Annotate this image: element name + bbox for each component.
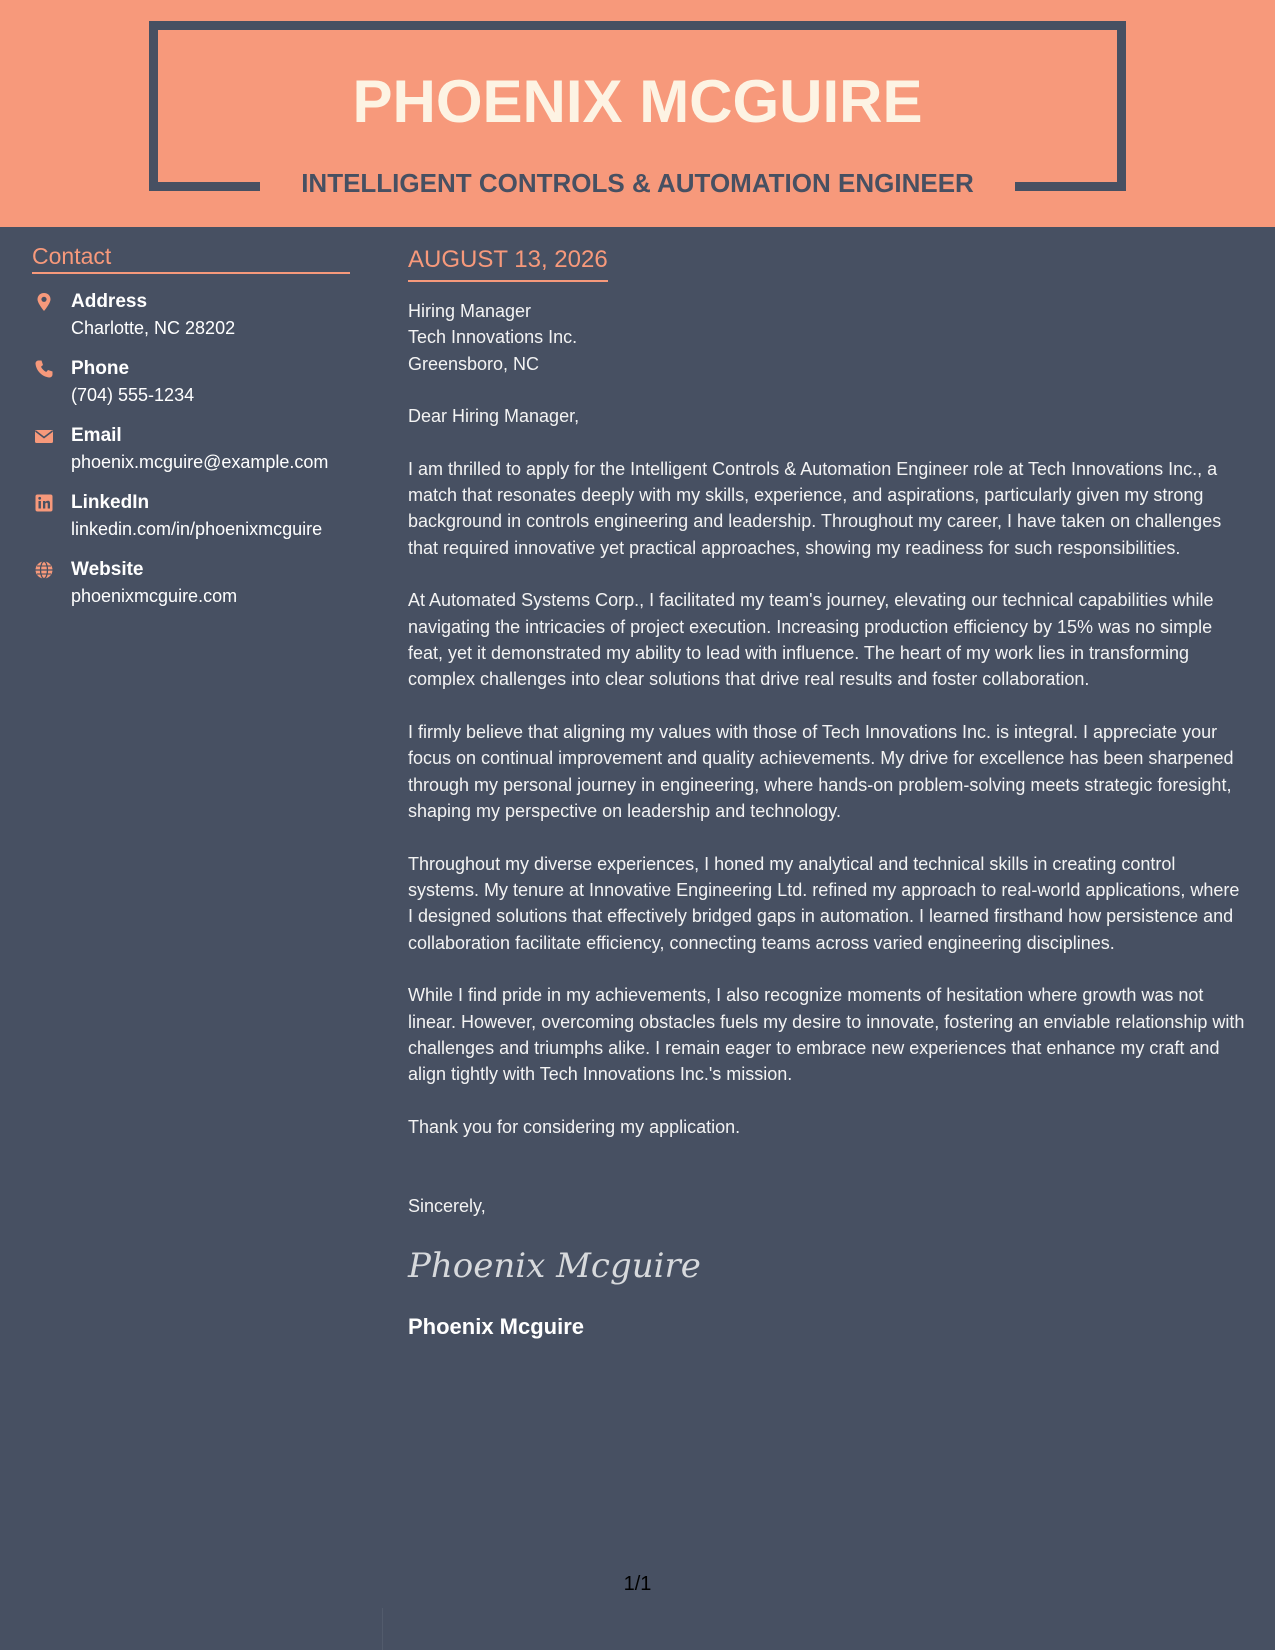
letter-paragraph: I firmly believe that aligning my values with those of Tech Innovations Inc. is integral. I appreciate your focus on continual improvement and quality achievements. My drive for excellence has been sharpened through my personal journey in engineering, where hands-on problem-solving meets strategic foresight, shaping my perspective on leadership and technology.	[408, 721, 1234, 822]
globe-icon	[34, 560, 54, 580]
signature: Phoenix Mcguire	[408, 1245, 701, 1286]
contact-item-address	[32, 289, 350, 341]
salutation: Dear Hiring Manager,	[408, 406, 580, 427]
recipient-block	[408, 298, 1248, 377]
contact-sidebar	[32, 240, 350, 609]
footer-divider	[382, 1608, 383, 1650]
applicant-name: PHOENIX MCGUIRE	[352, 68, 923, 135]
contact-item-phone	[32, 356, 350, 408]
contact-value[interactable]: linkedin.com/in/phoenixmcguire	[71, 519, 323, 539]
contact-item-email	[32, 423, 350, 475]
map-pin-icon	[34, 292, 54, 312]
header-frame-top	[149, 21, 1126, 30]
contact-value[interactable]: phoenix.mcguire@example.com	[71, 452, 329, 472]
contact-label: Phone	[71, 358, 130, 379]
contact-value: Charlotte, NC 28202	[71, 318, 236, 338]
linkedin-icon	[34, 493, 54, 513]
recipient-line: Tech Innovations Inc.	[408, 327, 578, 348]
contact-value: (704) 555-1234	[71, 385, 195, 405]
signed-name: Phoenix Mcguire	[408, 1313, 585, 1339]
letter-paragraph: While I find pride in my achievements, I also recognize moments of hesitation where growth was not linear. However, overcoming obstacles fuels my desire to innovate, fostering an enviable relationship with challenges and triumphs alike. I remain eager to embrace new experiences that enhance my craft and align tightly with Tech Innovations Inc.'s mission.	[408, 985, 1245, 1085]
letter-paragraph: I am thrilled to apply for the Intelligent Controls & Automation Engineer role at Tech Innovations Inc., a match that resonates deeply with my skills, experience, and aspirations, particularly given my strong background in controls engineering and leadership. Throughout my career, I have taken on challenges that required innovative yet practical approaches, showing my readiness for such responsibilities.	[408, 458, 1222, 558]
contact-label: Email	[71, 425, 122, 446]
contact-item-website	[32, 557, 350, 609]
sign-off: Sincerely,	[408, 1196, 486, 1217]
job-title: INTELLIGENT CONTROLS & AUTOMATION ENGINEER	[301, 168, 974, 198]
contact-heading: Contact	[32, 240, 350, 274]
contact-label: Address	[71, 291, 148, 312]
phone-icon	[34, 359, 54, 379]
letter-body	[408, 244, 1248, 1342]
contact-item-linkedin	[32, 490, 350, 542]
letter-paragraph: At Automated Systems Corp., I facilitated my team's journey, elevating our technical capabilities while navigating the intricacies of project execution. Increasing production efficiency by 15% was no simple feat, yet it demonstrated my ability to lead with influence. The heart of my work lies in transforming complex challenges into clear solutions that drive real results and foster collaboration.	[408, 590, 1214, 690]
recipient-line: Greensboro, NC	[408, 353, 540, 374]
page-number: 1/1	[623, 1573, 652, 1595]
header-banner	[0, 0, 1275, 227]
contact-label: Website	[71, 559, 144, 580]
recipient-line: Hiring Manager	[408, 301, 532, 321]
envelope-icon	[34, 426, 54, 446]
contact-value[interactable]: phoenixmcguire.com	[71, 586, 238, 606]
closing-line: Thank you for considering my application.	[408, 1116, 741, 1137]
letter-date: AUGUST 13, 2026	[408, 244, 608, 282]
contact-label: LinkedIn	[71, 492, 150, 513]
letter-paragraph: Throughout my diverse experiences, I honed my analytical and technical skills in creating control systems. My tenure at Innovative Engineering Ltd. refined my approach to real-world applications, where I designed solutions that effectively bridged gaps in automation. I learned firsthand how persistence and collaboration facilitate efficiency, connecting teams across varied engineering disciplines.	[408, 853, 1240, 953]
